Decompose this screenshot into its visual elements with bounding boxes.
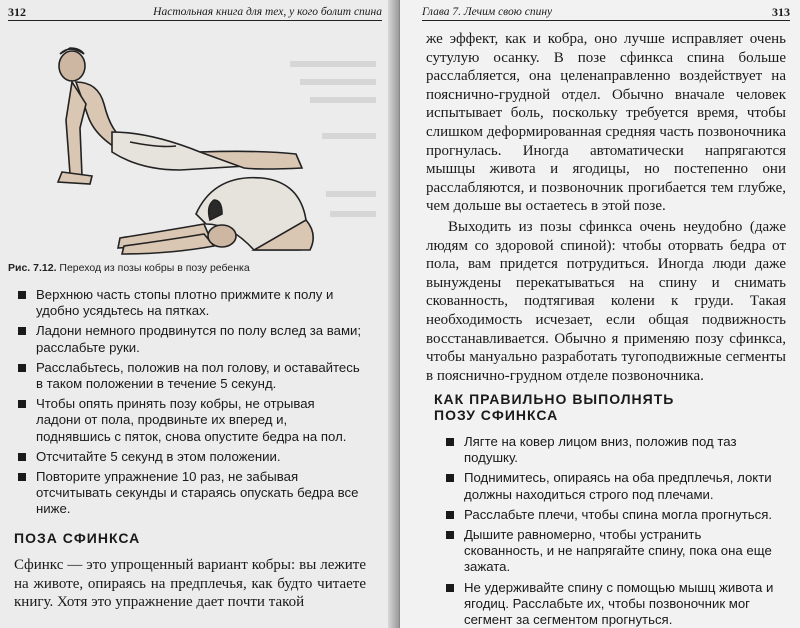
right-running-title: Глава 7. Лечим свою спину [422, 6, 553, 18]
list-item: Расслабьте плечи, чтобы спина могла прогнуться. [440, 507, 782, 523]
sphinx-intro-paragraph: Сфинкс — это упрощенный вариант кобры: вы лежите на животе, опираясь на предплечья, как будто читаете книгу. Хотя это упражнение дает почти такой [14, 557, 366, 611]
paragraph: же эффект, как и кобра, оно лучше исправляет очень сутулую осанку. В позе сфинкса спина больше расслабляется, она целенаправленно воздействует на пояснично-грудной отдел. Обычно вначале человек испытывает боль, поскольку требуется время, чтобы слишком деформированная средняя часть позвоночника прогнулась. Иногда автоматически напрягаются мышцы живота и ягодицы, но постепенно они расслабляются, и позвоночник прогибается тем глубже, чем дольше вы остаетесь в этой позе. [426, 31, 786, 215]
list-item: Лягте на ковер лицом вниз, положив под таз подушку. [440, 434, 782, 466]
figure-caption [8, 262, 378, 274]
how-to-sphinx-heading [434, 391, 784, 423]
right-page-number: 313 [772, 4, 790, 19]
left-running-head [8, 4, 382, 21]
sphinx-section-heading: ПОЗА СФИНКСА [14, 530, 141, 546]
list-item: Не удерживайте спину с помощью мышц живота и ягодиц. Расслабьте их, чтобы позвоночник мог сегмент за сегментом прогнуться. [440, 580, 782, 628]
list-item: Повторите упражнение 10 раз, не забывая отсчитывать секунды и стараясь опускать бедра все ниже. [12, 469, 362, 518]
cobra-steps-list [12, 287, 362, 522]
sphinx-steps-list [440, 434, 782, 628]
list-item: Ладони немного продвинутся по полу вслед за вами; расслабьте руки. [12, 323, 362, 355]
right-page [400, 0, 800, 628]
list-item: Чтобы опять принять позу кобры, не отрывая ладони от пола, продвиньте их вперед и, поднявшись с пяток, снова опустите бедра на пол. [12, 396, 362, 445]
left-running-title: Настольная книга для тех, у кого болит спина [153, 6, 382, 18]
left-page [0, 0, 398, 628]
right-running-head [422, 4, 790, 21]
right-body-text [426, 30, 786, 385]
paragraph: Выходить из позы сфинкса очень неудобно (даже людям со здоровой спиной): чтобы оторвать бедра от пола, вам придется потрудиться. Иногда люди даже вынуждены перекатываться на спину и снимать скованность, подтягивая колени к груди. Такая необходимость исчезает, если общая подвижность восстанавливается. Обычно я применяю позу сфинкса, чтобы мануально разработать тугоподвижные сегменты в пояснично-грудном отделе позвоночника. [426, 218, 786, 384]
child-pose-illustration [118, 178, 313, 254]
exercise-illustration [0, 24, 380, 262]
exercise-figure [0, 24, 380, 262]
heading-line: КАК ПРАВИЛЬНО ВЫПОЛНЯТЬ [434, 391, 675, 407]
figure-caption-text: Переход из позы кобры в позу ребенка [59, 262, 250, 274]
figure-caption-label: Рис. 7.12. [8, 262, 57, 274]
list-item: Отсчитайте 5 секунд в этом положении. [12, 449, 362, 465]
list-item: Дышите равномерно, чтобы устранить скованность, и не напрягайте спину, пока она еще зажата. [440, 527, 782, 576]
cobra-pose-illustration [58, 48, 302, 184]
left-page-number: 312 [8, 4, 26, 19]
list-item: Верхнюю часть стопы плотно прижмите к полу и удобно усядьтесь на пятках. [12, 287, 362, 319]
heading-line: ПОЗУ СФИНКСА [434, 407, 559, 423]
list-item: Расслабьтесь, положив на пол голову, и оставайтесь в таком положении в течение 5 секунд. [12, 360, 362, 392]
list-item: Поднимитесь, опираясь на оба предплечья, локти должны находиться строго под плечами. [440, 470, 782, 502]
